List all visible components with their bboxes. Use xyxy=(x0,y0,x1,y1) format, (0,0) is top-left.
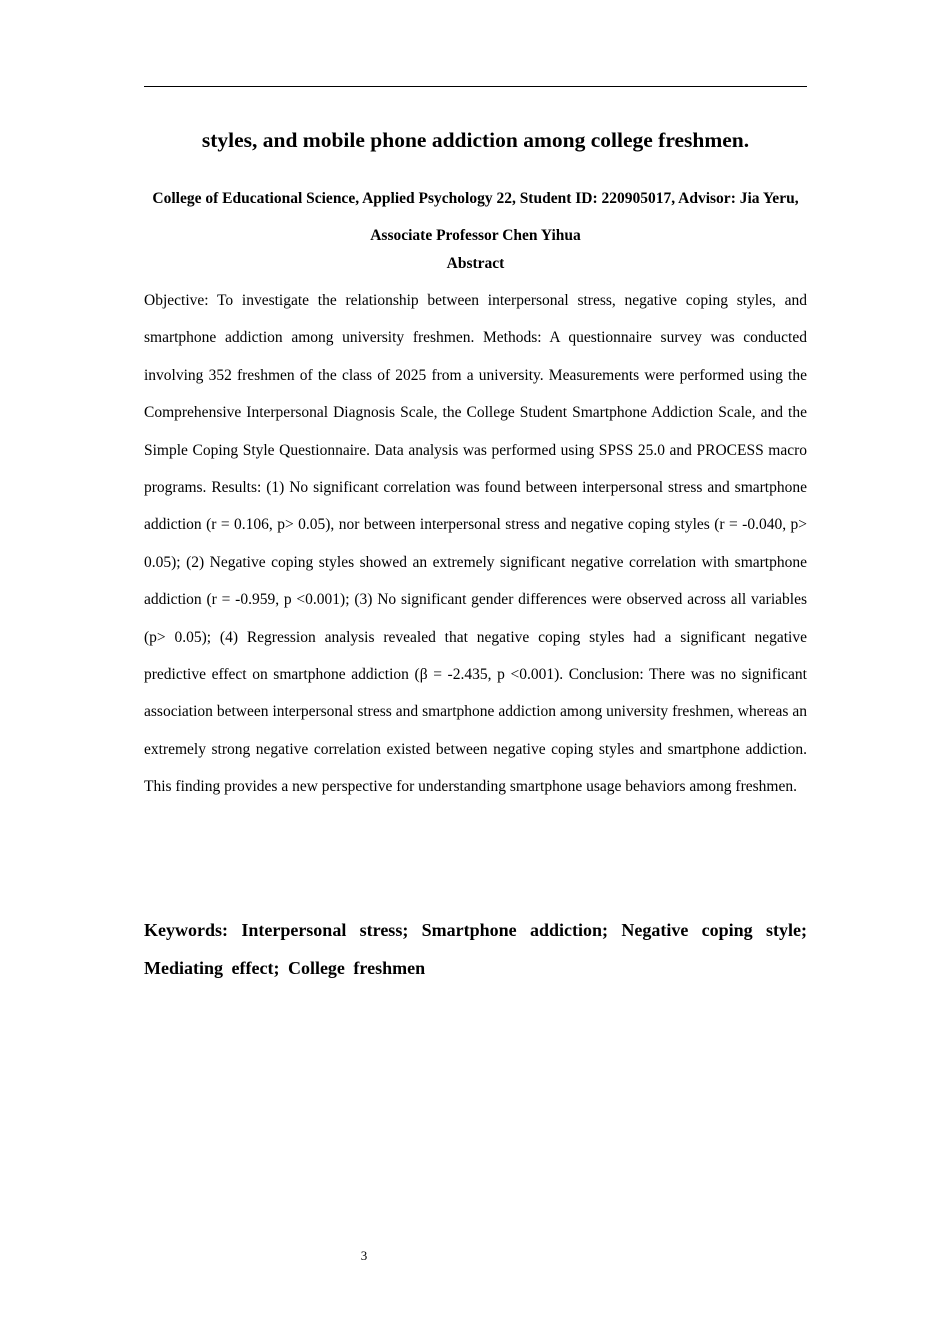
page-number: 3 xyxy=(360,1248,368,1263)
paper-title: styles, and mobile phone addiction among college freshmen. xyxy=(201,128,750,152)
abstract-heading: Abstract xyxy=(446,255,505,272)
author-affiliation: College of Educational Science, Applied Psychology 22, Student ID: 220905017, Advisor: Jia Yeru, Associate Professor Chen Yihua xyxy=(152,190,799,244)
keywords: Keywords: Interpersonal stress; Smartphone addiction; Negative coping style; Mediating effect; College freshmen xyxy=(144,920,807,978)
header-rule xyxy=(144,86,807,87)
abstract-body: Objective: To investigate the relationship between interpersonal stress, negative coping styles, and smartphone addiction among university freshmen. Methods: A questionnaire survey was conducted involving 352 freshmen of the class of 2025 from a university. Measurements were performed using the Comprehensive Interpersonal Diagnosis Scale, the College Student Smartphone Addiction Scale, and the Simple Coping Style Questionnaire. Data analysis was performed using SPSS 25.0 and PROCESS macro programs. Results: (1) No significant correlation was found between interpersonal stress and smartphone addiction (r = 0.106, p> 0.05), nor between interpersonal stress and negative coping styles (r = -0.040, p> 0.05); (2) Negative coping styles showed an extremely significant negative correlation with smartphone addiction (r = -0.959, p <0.001); (3) No significant gender differences were observed across all variables (p> 0.05); (4) Regression analysis revealed that negative coping styles had a significant negative predictive effect on smartphone addiction (β = -2.435, p <0.001). Conclusion: There was no significant association between interpersonal stress and smartphone addiction among university freshmen, whereas an extremely strong negative correlation existed between negative coping styles and smartphone addiction. This finding provides a new perspective for understanding smartphone usage behaviors among freshmen. xyxy=(144,292,807,796)
